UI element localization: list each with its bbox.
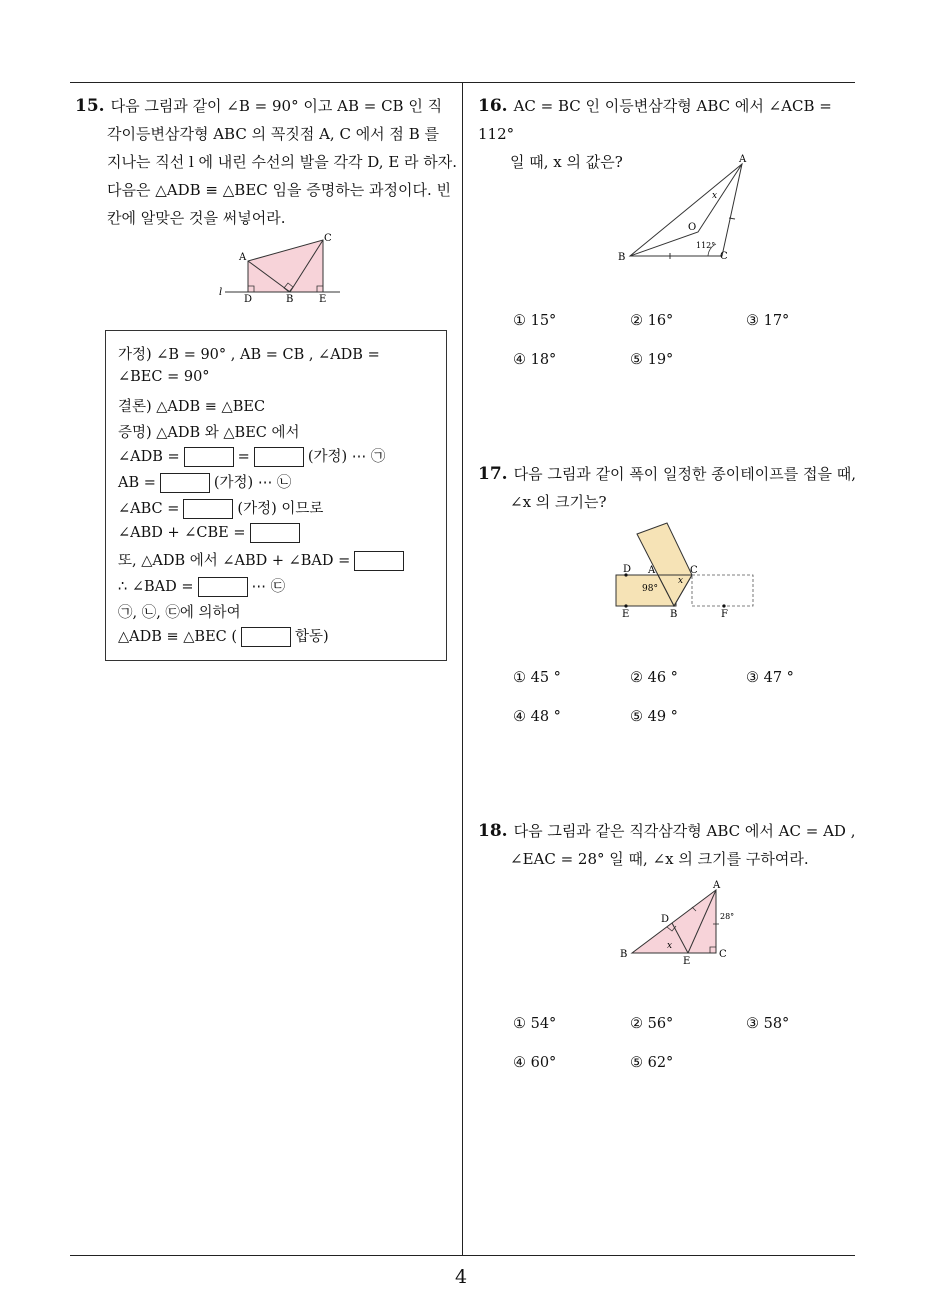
q15-figure [215,230,350,305]
q18-text [478,817,863,873]
q16-choice-4[interactable]: ④ 18° [513,352,557,368]
q15-label-l: l [219,287,223,298]
q18-line: ∠EAC = 28° 일 때, ∠x 의 크기를 구하여라. [510,850,809,868]
q16-label-x: x [712,191,718,201]
q18-label-x: x [667,941,673,951]
page-number: 4 [455,1266,468,1288]
q16-label-c: C [720,251,728,262]
q15-proof-box [105,330,447,661]
q17-choice-1[interactable]: ① 45 ° [513,670,561,686]
q17-number: 17. [478,464,508,484]
proof-line: 가정) ∠B = 90° , AB = CB , ∠ADB = [118,347,380,363]
q17-point-e [624,604,627,607]
q18-label-e: E [683,956,691,967]
q18-choice-4[interactable]: ④ 60° [513,1055,557,1071]
q17-label-x: x [678,576,684,586]
q15-number: 15. [75,96,105,116]
q17-point-f [722,604,725,607]
q16-label-angle: 112° [696,241,716,250]
q15-label-a: A [239,252,247,263]
q18-choice-5[interactable]: ⑤ 62° [630,1055,674,1071]
q15-line: 칸에 알맞은 것을 써넣어라. [107,209,286,227]
proof-text: AB = [118,475,156,491]
q17-dashed-tape [692,575,753,606]
q17-choice-2[interactable]: ② 46 ° [630,670,678,686]
q18-label-angle: 28° [720,912,735,921]
proof-text: ∠ABC = [118,501,180,517]
proof-blank[interactable] [241,627,291,647]
q15-line: 각이등변삼각형 ABC 의 꼭짓점 A, C 에서 점 B 를 [107,125,439,143]
q18-choice-3[interactable]: ③ 58° [746,1016,790,1032]
proof-line: ∠BEC = 90° [118,369,210,385]
q17-label-c: C [690,565,698,576]
q18-label-a: A [713,880,721,891]
q17-choice-4[interactable]: ④ 48 ° [513,709,561,725]
q18-line: 다음 그림과 같은 직각삼각형 ABC 에서 AC = AD , [513,822,856,840]
q17-label-d: D [623,564,632,575]
q18-figure [612,877,762,967]
proof-text: 합동) [295,629,329,645]
q17-label-b: B [670,609,678,620]
q15-text [75,92,460,232]
q15-label-b: B [286,294,294,305]
q16-label-o: O [688,222,697,233]
q16-choice-3[interactable]: ③ 17° [746,313,790,329]
proof-blank[interactable] [184,447,234,467]
proof-line [118,497,323,519]
proof-line [118,549,408,571]
bottom-rule [70,1255,855,1256]
proof-text: (가정) ⋯ ㉡ [213,475,292,491]
q15-label-e: E [319,294,327,305]
q17-choice-3[interactable]: ③ 47 ° [746,670,794,686]
q16-line: AC = BC 인 이등변삼각형 ABC 에서 ∠ACB = 112° [478,97,832,143]
q18-choice-2[interactable]: ② 56° [630,1016,674,1032]
q17-text [478,460,863,516]
proof-line [118,471,291,493]
q18-choice-1[interactable]: ① 54° [513,1016,557,1032]
q18-label-d: D [661,914,670,925]
proof-line: ㉠, ㉡, ㉢에 의하여 [118,605,241,621]
proof-line [118,625,329,647]
q17-label-a: A [648,565,656,576]
column-divider [462,82,463,1256]
q16-choice-2[interactable]: ② 16° [630,313,674,329]
proof-blank[interactable] [160,473,210,493]
q15-line: 지나는 직선 l 에 내린 수선의 발을 각각 D, E 라 하자. [107,153,458,171]
proof-text: ∠ABD + ∠CBE = [118,525,246,541]
q15-line: 다음은 △ADB ≡ △BEC 임을 증명하는 과정이다. 빈 [107,181,451,199]
proof-blank[interactable] [183,499,233,519]
q16-number: 16. [478,96,508,116]
q16-figure [612,152,762,267]
q16-label-b: B [618,252,626,263]
q16-choice-1[interactable]: ① 15° [513,313,557,329]
q15-label-c: C [324,233,332,244]
proof-line: 결론) △ADB ≡ △BEC [118,399,266,415]
q15-line: 다음 그림과 같이 ∠B = 90° 이고 AB = CB 인 직 [110,97,443,115]
proof-text: ∠ADB = [118,449,180,465]
q17-label-e: E [622,609,630,620]
proof-blank[interactable] [354,551,404,571]
proof-blank[interactable] [254,447,304,467]
q18-triangle [632,890,716,953]
q18-label-b: B [620,949,628,960]
q18-number: 18. [478,821,508,841]
proof-text: ∴ ∠BAD = [118,579,194,595]
proof-text: ⋯ ㉢ [251,579,286,595]
q15-shape [248,240,323,292]
q18-label-c: C [719,949,727,960]
proof-line [118,445,385,467]
q15-label-d: D [244,294,253,305]
q17-figure [610,520,760,620]
proof-line: 증명) △ADB 와 △BEC 에서 [118,425,300,441]
proof-text: (가정) 이므로 [237,501,324,517]
q17-line: ∠x 의 크기는? [510,493,607,511]
q16-triangle [630,164,742,256]
q17-label-angle: 98° [642,584,658,594]
proof-text: △ADB ≡ △BEC ( [118,629,238,645]
q17-choice-5[interactable]: ⑤ 49 ° [630,709,678,725]
proof-line [118,523,304,543]
proof-blank[interactable] [250,523,300,543]
q16-label-a: A [739,154,747,165]
proof-blank[interactable] [198,577,248,597]
proof-line [118,575,285,597]
q16-choice-5[interactable]: ⑤ 19° [630,352,674,368]
q17-line: 다음 그림과 같이 폭이 일정한 종이테이프를 접을 때, [513,465,857,483]
q17-label-f: F [721,609,728,620]
proof-text: 또, △ADB 에서 ∠ABD + ∠BAD = [118,553,351,569]
q16-line: 일 때, x 의 값은? [510,153,623,171]
proof-text: (가정) ⋯ ㉠ [307,449,386,465]
proof-text: = [237,449,250,465]
